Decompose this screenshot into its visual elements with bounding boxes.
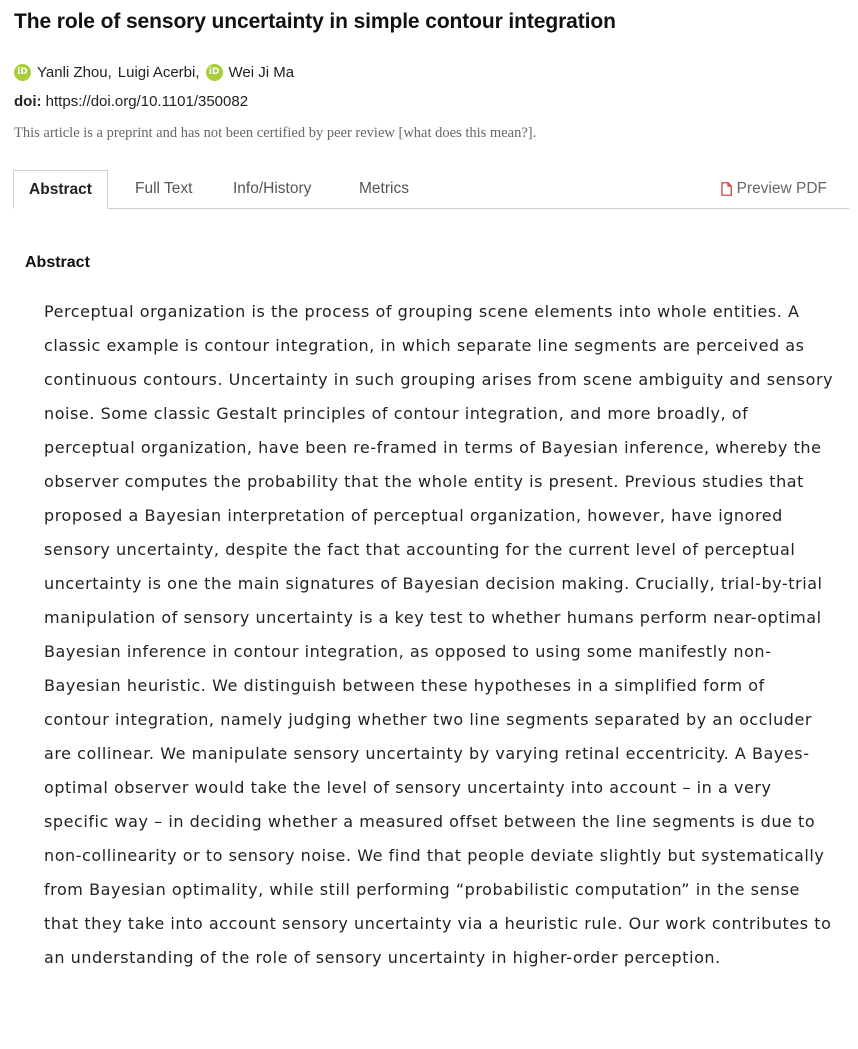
pdf-file-icon (721, 182, 732, 196)
preprint-notice (14, 125, 536, 142)
article-tabs (13, 170, 849, 209)
doi-link[interactable]: https://doi.org/10.1101/350082 (45, 93, 249, 110)
author-separator: , (107, 64, 112, 81)
tab-info-history[interactable]: Info/History (233, 180, 312, 197)
preprint-notice-text: This article is a preprint and has not been certified by peer review (14, 125, 395, 141)
author-link-luigi-acerbi[interactable]: Luigi Acerbi (117, 64, 196, 81)
article-title: The role of sensory uncertainty in simple contour integration (14, 10, 616, 33)
preview-pdf-label: Preview PDF (736, 180, 827, 197)
doi-label: doi: (14, 93, 42, 110)
author-link-wei-ji-ma[interactable]: Wei Ji Ma (228, 64, 295, 81)
abstract-heading: Abstract (25, 254, 90, 271)
preview-pdf-link[interactable] (721, 170, 827, 208)
preprint-notice-end: . (532, 125, 537, 141)
doi-line (14, 93, 248, 110)
orcid-icon[interactable]: iD (14, 64, 31, 81)
author-list (14, 64, 294, 81)
author-link-yanli-zhou[interactable]: Yanli Zhou (37, 64, 108, 81)
preprint-info-link[interactable]: [what does this mean?] (398, 125, 533, 141)
tab-abstract[interactable]: Abstract (13, 170, 108, 209)
abstract-text: Perceptual organization is the process of grouping scene elements into whole entities. A classic example is contour integration, in which separate line segments are perceived as continuous contours. Uncertainty in such grouping arises from scene ambiguity and sensory noise. Some classic Gestalt principles of contour integration, and more broadly, of perceptual organization, have been re-framed in terms of Bayesian inference, whereby the observer computes the probability that the whole entity is present. Previous studies that proposed a Bayesian interpretation of perceptual organization, however, have ignored sensory uncertainty, despite the fact that accounting for the current level of perceptual uncertainty is one the main signatures of Bayesian decision making. Crucially, trial-by-trial manipulation of sensory uncertainty is a key test to whether humans perform near-optimal Bayesian inference in contour integration, as opposed to using some manifestly non-Bayesian heuristic. We distinguish between these hypotheses in a simplified form of contour integration, namely judging whether two line segments separated by an occluder are collinear. We manipulate sensory uncertainty by varying retinal eccentricity. A Bayes-optimal observer would take the level of sensory uncertainty into account – in a very specific way – in deciding whether a measured offset between the line segments is due to non-collinearity or to sensory noise. We find that people deviate slightly but systematically from Bayesian optimality, while still performing “probabilistic computation” in the sense that they take into account sensory uncertainty via a heuristic rule. Our work contributes to an understanding of the role of sensory uncertainty in higher-order perception. (44, 302, 834, 967)
tab-metrics[interactable]: Metrics (359, 180, 409, 197)
orcid-icon[interactable]: iD (206, 64, 223, 81)
author-separator: , (195, 64, 200, 81)
tab-full-text[interactable]: Full Text (135, 180, 193, 197)
